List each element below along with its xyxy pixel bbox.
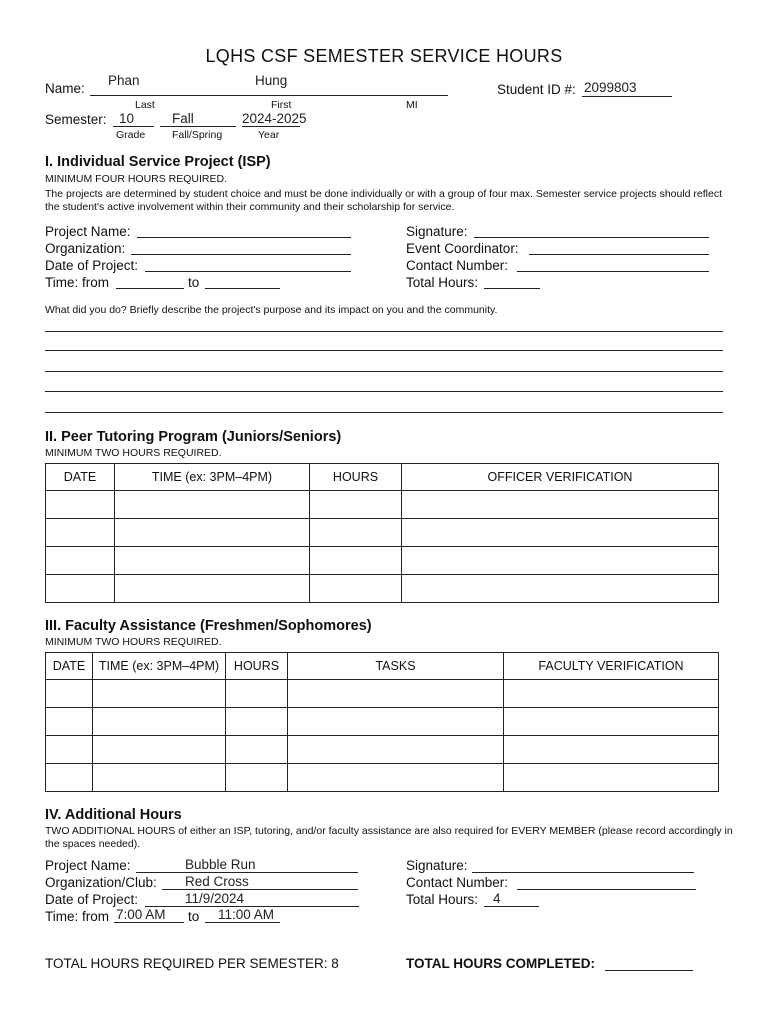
term-caption: Fall/Spring (172, 129, 223, 141)
table-cell[interactable] (288, 680, 504, 708)
table-row (46, 547, 719, 575)
additional-time-from-value[interactable]: 7:00 AM (116, 907, 166, 922)
isp-prompt: What did you do? Briefly describe the project's purpose and its impact on you and the community. (45, 304, 498, 316)
table-cell[interactable] (402, 519, 719, 547)
additional-time-to-line[interactable] (205, 922, 280, 923)
isp-time-from-line[interactable] (116, 288, 184, 289)
first-name-value[interactable]: Hung (255, 73, 288, 88)
isp-organization-line[interactable] (131, 254, 351, 255)
table-cell[interactable] (46, 764, 93, 792)
isp-organization-label: Organization: (45, 241, 126, 256)
table-row (46, 680, 719, 708)
table-cell[interactable] (46, 680, 93, 708)
total-completed-line[interactable] (605, 970, 693, 971)
first-caption: First (271, 99, 292, 111)
table-cell[interactable] (288, 708, 504, 736)
additional-organization-line[interactable] (162, 889, 358, 890)
additional-project-name-label: Project Name: (45, 858, 131, 873)
term-line[interactable] (160, 126, 236, 127)
table-cell[interactable] (310, 519, 402, 547)
grade-value[interactable]: 10 (119, 111, 135, 126)
semester-label: Semester: (45, 112, 107, 127)
tutoring-heading: II. Peer Tutoring Program (Juniors/Seniors) (45, 429, 342, 445)
faculty-col-time: TIME (ex: 3PM–4PM) (93, 653, 226, 680)
table-cell[interactable] (310, 575, 402, 603)
table-cell[interactable] (93, 680, 226, 708)
additional-time-to-label: to (188, 909, 200, 924)
mi-caption: MI (406, 99, 418, 111)
year-line[interactable] (242, 126, 300, 127)
additional-contact-label: Contact Number: (406, 875, 509, 890)
isp-contact-label: Contact Number: (406, 258, 509, 273)
isp-answer-line[interactable] (45, 391, 723, 392)
additional-project-name-line[interactable] (136, 872, 358, 873)
isp-time-from-label: Time: from (45, 275, 109, 290)
isp-answer-line[interactable] (45, 371, 723, 372)
table-cell[interactable] (288, 736, 504, 764)
isp-date-line[interactable] (145, 271, 351, 272)
year-value[interactable]: 2024-2025 (242, 111, 307, 126)
student-id-label: Student ID #: (497, 82, 576, 97)
tutoring-col-verification: OFFICER VERIFICATION (402, 464, 719, 491)
isp-description: The projects are determined by student choice and must be done individually or with a group of four max. Semester service projects should reflect the student's active involvement within their community and their scholarship for service. (45, 188, 723, 213)
faculty-heading: III. Faculty Assistance (Freshmen/Sophomores) (45, 618, 372, 634)
additional-organization-label: Organization/Club: (45, 875, 157, 890)
year-caption: Year (258, 129, 280, 141)
table-cell[interactable] (115, 547, 310, 575)
tutoring-table (45, 463, 719, 603)
table-cell[interactable] (46, 736, 93, 764)
tutoring-col-hours: HOURS (310, 464, 402, 491)
table-row (46, 736, 719, 764)
isp-total-hours-label: Total Hours: (406, 275, 479, 290)
table-row (46, 575, 719, 603)
isp-answer-line[interactable] (45, 331, 723, 332)
table-cell[interactable] (504, 708, 719, 736)
additional-total-hours-line[interactable] (484, 906, 539, 907)
faculty-table (45, 652, 719, 792)
form-title: LQHS CSF SEMESTER SERVICE HOURS (205, 46, 563, 66)
table-cell[interactable] (310, 547, 402, 575)
isp-answer-line[interactable] (45, 412, 723, 413)
total-completed-label: TOTAL HOURS COMPLETED: (406, 956, 595, 971)
table-cell[interactable] (288, 764, 504, 792)
additional-heading: IV. Additional Hours (45, 807, 182, 823)
table-cell[interactable] (115, 519, 310, 547)
table-cell[interactable] (226, 680, 288, 708)
additional-description: TWO ADDITIONAL HOURS of either an ISP, tutoring, and/or faculty assistance are also required for EVERY MEMBER (please record accordingly in the spaces needed). (45, 825, 733, 850)
additional-date-value[interactable]: 11/9/2024 (185, 891, 245, 906)
additional-total-hours-value[interactable]: 4 (493, 891, 501, 906)
table-cell[interactable] (402, 575, 719, 603)
name-field-line[interactable] (90, 95, 448, 96)
student-id-line[interactable] (582, 96, 672, 97)
additional-project-name-value[interactable]: Bubble Run (185, 857, 256, 872)
table-cell[interactable] (402, 547, 719, 575)
additional-time-from-line[interactable] (114, 922, 184, 923)
table-cell[interactable] (93, 736, 226, 764)
last-caption: Last (135, 99, 155, 111)
table-cell[interactable] (504, 736, 719, 764)
isp-signature-label: Signature: (406, 224, 468, 239)
additional-date-label: Date of Project: (45, 892, 139, 907)
isp-date-label: Date of Project: (45, 258, 139, 273)
table-cell[interactable] (46, 547, 115, 575)
table-cell[interactable] (46, 708, 93, 736)
additional-signature-line[interactable] (472, 872, 694, 873)
isp-answer-line[interactable] (45, 350, 723, 351)
isp-signature-line[interactable] (474, 237, 709, 238)
faculty-col-date: DATE (46, 653, 93, 680)
table-cell[interactable] (226, 764, 288, 792)
additional-time-to-value[interactable]: 11:00 AM (218, 907, 275, 922)
name-label: Name: (45, 81, 85, 96)
table-row (46, 708, 719, 736)
isp-time-to-label: to (188, 275, 200, 290)
last-name-value[interactable]: Phan (108, 73, 140, 88)
additional-total-hours-label: Total Hours: (406, 892, 479, 907)
total-required-label: TOTAL HOURS REQUIRED PER SEMESTER: 8 (45, 956, 339, 971)
tutoring-col-date: DATE (46, 464, 115, 491)
additional-signature-label: Signature: (406, 858, 468, 873)
isp-time-to-line[interactable] (205, 288, 280, 289)
table-row (46, 519, 719, 547)
table-cell[interactable] (115, 575, 310, 603)
grade-line[interactable] (113, 126, 154, 127)
isp-total-hours-line[interactable] (484, 288, 540, 289)
table-cell[interactable] (226, 708, 288, 736)
isp-contact-line[interactable] (517, 271, 709, 272)
table-row (46, 764, 719, 792)
table-cell[interactable] (504, 680, 719, 708)
faculty-col-verification: FACULTY VERIFICATION (504, 653, 719, 680)
table-cell[interactable] (93, 708, 226, 736)
additional-contact-line[interactable] (517, 889, 696, 890)
isp-coordinator-label: Event Coordinator: (406, 241, 519, 256)
isp-requirement: MINIMUM FOUR HOURS REQUIRED. (45, 173, 227, 185)
isp-project-name-label: Project Name: (45, 224, 131, 239)
table-cell[interactable] (93, 764, 226, 792)
faculty-requirement: MINIMUM TWO HOURS REQUIRED. (45, 636, 222, 648)
tutoring-col-time: TIME (ex: 3PM–4PM) (115, 464, 310, 491)
isp-coordinator-line[interactable] (529, 254, 709, 255)
table-cell[interactable] (46, 519, 115, 547)
table-cell[interactable] (46, 575, 115, 603)
student-id-value[interactable]: 2099803 (584, 80, 637, 95)
table-cell[interactable] (115, 491, 310, 519)
table-cell[interactable] (504, 764, 719, 792)
table-cell[interactable] (226, 736, 288, 764)
faculty-col-tasks: TASKS (288, 653, 504, 680)
isp-heading: I. Individual Service Project (ISP) (45, 154, 271, 170)
faculty-col-hours: HOURS (226, 653, 288, 680)
grade-caption: Grade (116, 129, 146, 141)
term-value[interactable]: Fall (172, 111, 194, 126)
additional-organization-value[interactable]: Red Cross (185, 874, 249, 889)
table-row (46, 491, 719, 519)
table-cell[interactable] (402, 491, 719, 519)
table-cell[interactable] (310, 491, 402, 519)
additional-time-from-label: Time: from (45, 909, 109, 924)
isp-project-name-line[interactable] (137, 237, 351, 238)
table-cell[interactable] (46, 491, 115, 519)
tutoring-requirement: MINIMUM TWO HOURS REQUIRED. (45, 447, 222, 459)
